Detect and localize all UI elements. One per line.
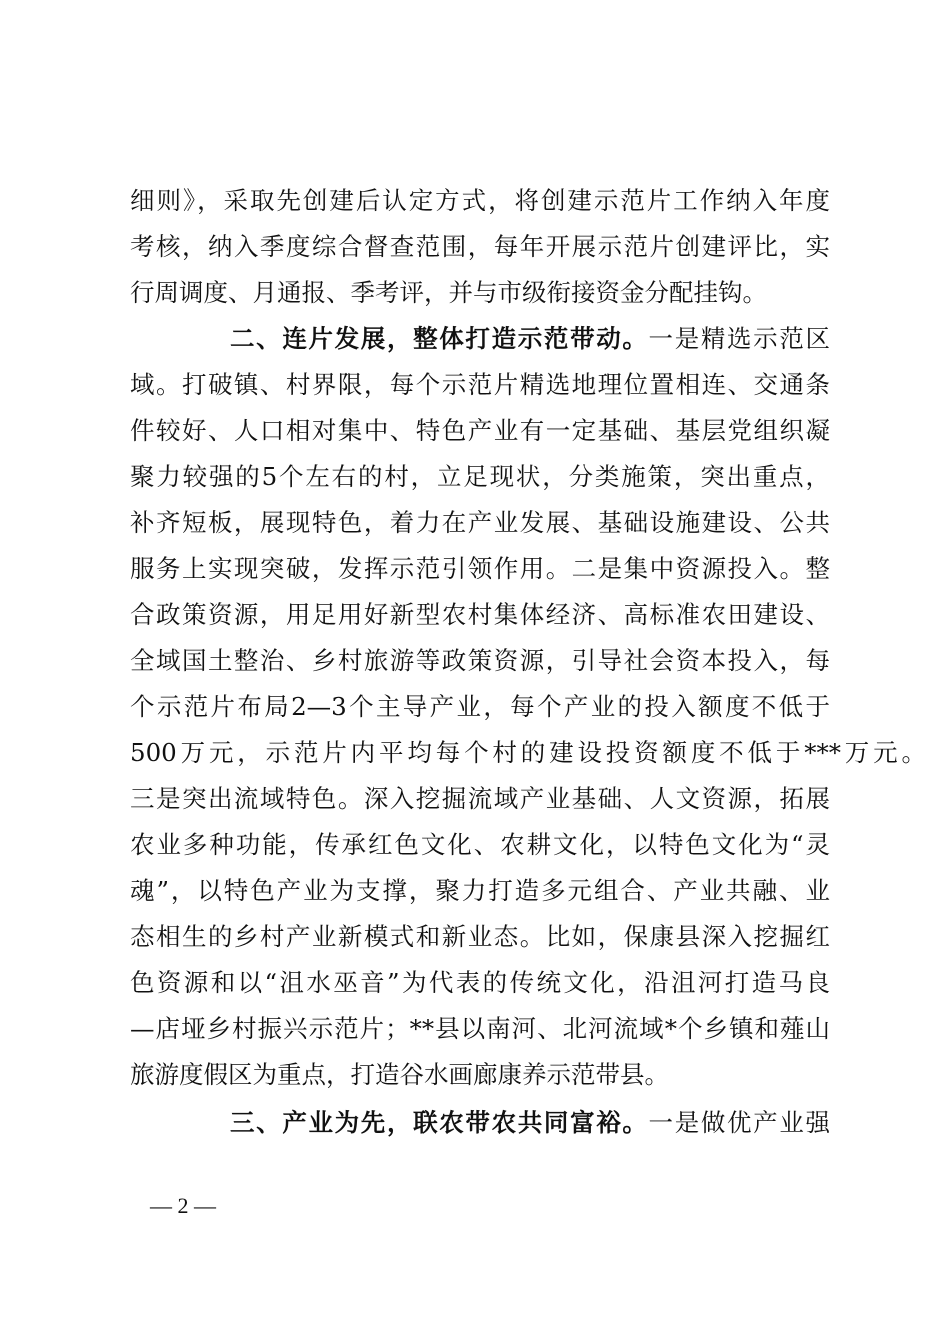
body-text-line: 聚力较强的5个左右的村，立足现状，分类施策，突出重点， xyxy=(130,462,830,491)
body-text-line: 补齐短板，展现特色，着力在产业发展、基础设施建设、公共 xyxy=(130,508,830,537)
body-text-line: 全域国土整治、乡村旅游等政策资源，引导社会资本投入，每 xyxy=(130,646,830,675)
body-text-line: 件较好、人口相对集中、特色产业有一定基础、基层党组织凝 xyxy=(130,416,830,445)
section-3-text-start: 一是做优产业强 xyxy=(648,1108,831,1137)
section-3-first-line xyxy=(230,1101,830,1145)
section-2-first-line xyxy=(230,317,830,361)
section-2-heading: 二、连片发展，整体打造示范带动。 xyxy=(230,324,649,353)
body-text-line: 500万元，示范片内平均每个村的建设投资额度不低于***万元。 xyxy=(130,738,926,767)
body-text-line: 个示范片布局2—3个主导产业，每个产业的投入额度不低于 xyxy=(130,692,830,721)
section-3-heading: 三、产业为先，联农带农共同富裕。 xyxy=(230,1108,649,1137)
page-number: — 2 — xyxy=(150,1193,216,1218)
body-text-line: 色资源和以“沮水巫音”为代表的传统文化，沿沮河打造马良 xyxy=(130,968,830,997)
body-text-line: 态相生的乡村产业新模式和新业态。比如，保康县深入挖掘红 xyxy=(130,922,830,951)
body-text-line: 三是突出流域特色。深入挖掘流域产业基础、人文资源，拓展 xyxy=(130,784,830,813)
body-text-line: 行周调度、月通报、季考评，并与市级衔接资金分配挂钩。 xyxy=(130,278,767,307)
body-text-line: 服务上实现突破，发挥示范引领作用。二是集中资源投入。整 xyxy=(130,554,830,583)
body-text-line: 域。打破镇、村界限，每个示范片精选地理位置相连、交通条 xyxy=(130,370,830,399)
body-text-line: 旅游度假区为重点，打造谷水画廊康养示范带县。 xyxy=(130,1060,669,1089)
body-text-line: —店垭乡村振兴示范片；**县以南河、北河流域*个乡镇和薤山 xyxy=(130,1014,830,1043)
body-text-line: 考核，纳入季度综合督查范围，每年开展示范片创建评比，实 xyxy=(130,232,830,261)
section-2-text-start: 一是精选示范区 xyxy=(648,324,831,353)
body-text-line: 合政策资源，用足用好新型农村集体经济、高标准农田建设、 xyxy=(130,600,830,629)
body-text-line: 农业多种功能，传承红色文化、农耕文化，以特色文化为“灵 xyxy=(130,830,830,859)
body-text-line: 细则》，采取先创建后认定方式，将创建示范片工作纳入年度 xyxy=(130,186,830,215)
body-text-line: 魂”，以特色产业为支撑，聚力打造多元组合、产业共融、业 xyxy=(130,876,830,905)
